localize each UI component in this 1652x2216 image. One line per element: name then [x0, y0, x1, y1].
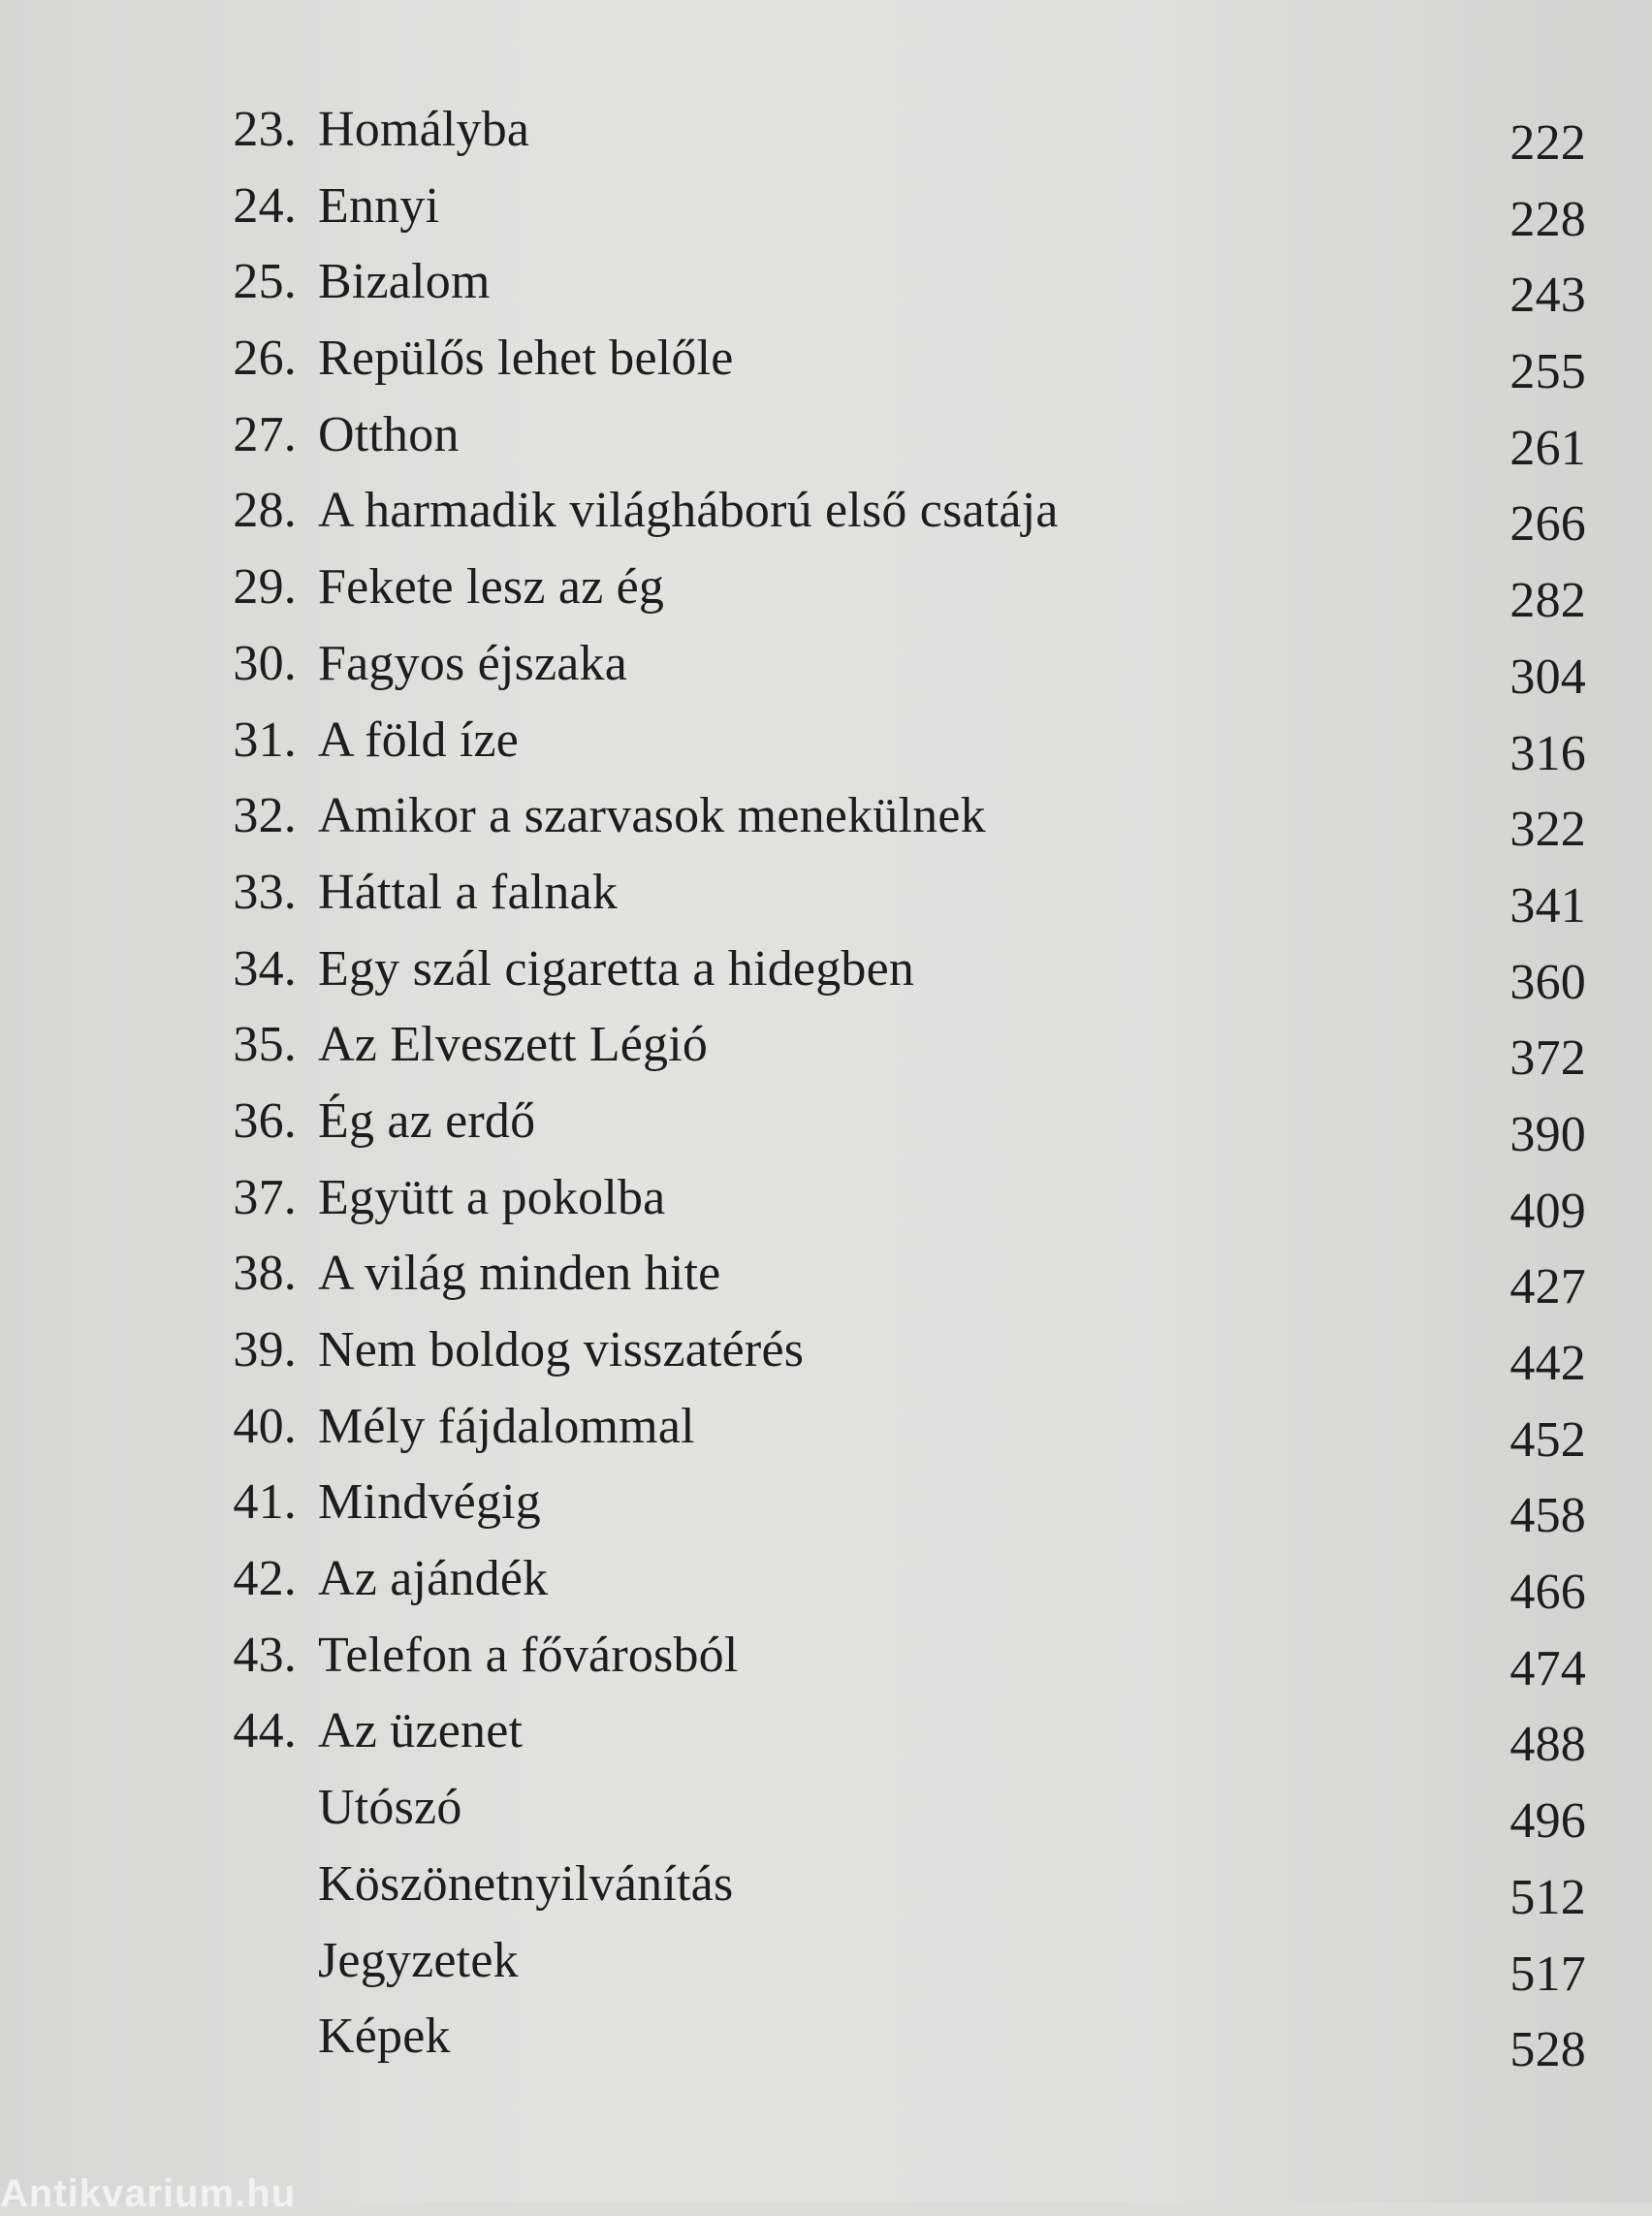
chapter-number: 28.: [233, 483, 297, 539]
page-number: 304: [1509, 649, 1586, 705]
chapter-title: Képek: [318, 2009, 451, 2065]
toc-entry: [0, 626, 1652, 703]
page-number: 427: [1509, 1259, 1586, 1315]
toc-entry: [0, 1160, 1652, 1237]
toc-entry: [0, 1389, 1652, 1466]
page-number: 255: [1509, 344, 1586, 400]
toc-entry: [0, 1465, 1652, 1544]
chapter-number: 30.: [233, 635, 297, 691]
page-number: 322: [1509, 802, 1586, 858]
chapter-number: 33.: [233, 864, 297, 920]
page-number: 266: [1509, 496, 1586, 553]
chapter-title: Háttal a falnak: [318, 864, 619, 920]
toc-entry: [0, 1236, 1652, 1313]
chapter-number: 37.: [233, 1169, 297, 1225]
chapter-title: Együtt a pokolba: [318, 1169, 666, 1225]
chapter-title: Otthon: [318, 406, 460, 462]
page-number: 474: [1509, 1640, 1586, 1696]
toc-entry: [0, 321, 1652, 400]
chapter-title: Utószó: [318, 1780, 462, 1836]
page-number: 528: [1509, 2022, 1586, 2078]
chapter-title: Az Elveszett Légió: [318, 1017, 709, 1073]
chapter-number: 39.: [233, 1322, 297, 1377]
chapter-title: Az üzenet: [318, 1703, 524, 1759]
chapter-title: Ennyi: [318, 177, 440, 234]
chapter-number: 32.: [233, 788, 297, 844]
page-number: 360: [1509, 954, 1586, 1010]
toc-entry: [0, 397, 1652, 474]
toc-entry: [0, 778, 1652, 858]
toc-entry: [0, 1007, 1652, 1087]
toc-entry: [0, 703, 1652, 779]
chapter-number: 27.: [233, 406, 297, 462]
chapter-number: 29.: [233, 559, 297, 616]
toc-entry: [0, 169, 1652, 245]
chapter-title: Fekete lesz az ég: [318, 559, 665, 616]
page-number: 458: [1509, 1488, 1586, 1544]
chapter-title: A világ minden hite: [318, 1246, 721, 1302]
chapter-title: Egy szál cigaretta a hidegben: [318, 940, 915, 997]
table-of-contents: [0, 92, 1652, 2078]
chapter-title: Jegyzetek: [318, 1932, 519, 1988]
page-number: 409: [1509, 1183, 1586, 1239]
chapter-title: Bizalom: [318, 254, 491, 310]
chapter-number: 26.: [233, 331, 297, 387]
toc-entry: [0, 1923, 1652, 2000]
page-number: 390: [1509, 1106, 1586, 1162]
chapter-title: Az ajándék: [318, 1551, 549, 1607]
chapter-number: 38.: [233, 1246, 297, 1302]
chapter-title: Fagyos éjszaka: [318, 635, 628, 691]
page-number: 261: [1509, 420, 1586, 476]
toc-entry: [0, 244, 1652, 324]
toc-entry: [0, 1618, 1652, 1694]
toc-entry: [0, 932, 1652, 1008]
chapter-number: 35.: [233, 1017, 297, 1073]
chapter-title: Nem boldog visszatérés: [318, 1322, 805, 1377]
page-number: 517: [1509, 1946, 1586, 2002]
toc-entry: [0, 1770, 1652, 1850]
page-number: 496: [1509, 1793, 1586, 1850]
chapter-number: 40.: [233, 1398, 297, 1454]
page-number: 243: [1509, 268, 1586, 324]
page-number: 466: [1509, 1565, 1586, 1621]
chapter-title: Mély fájdalommal: [318, 1398, 695, 1454]
chapter-number: 36.: [233, 1092, 297, 1149]
page-number: 222: [1509, 115, 1586, 171]
page-number: 341: [1509, 877, 1586, 934]
page-number: 512: [1509, 1869, 1586, 1925]
toc-entry: [0, 1999, 1652, 2078]
chapter-title: A harmadik világháború első csatája: [318, 483, 1059, 539]
chapter-number: 23.: [233, 102, 297, 157]
chapter-number: 25.: [233, 254, 297, 310]
chapter-number: 44.: [233, 1703, 297, 1759]
chapter-title: Telefon a fővárosból: [318, 1627, 739, 1683]
toc-entry: [0, 550, 1652, 629]
page-number: 488: [1509, 1717, 1586, 1773]
toc-entry: [0, 1084, 1652, 1160]
page-number: 452: [1509, 1411, 1586, 1468]
page-number: 442: [1509, 1336, 1586, 1391]
toc-entry: [0, 92, 1652, 169]
chapter-title: Köszönetnyilvánítás: [318, 1855, 734, 1912]
watermark: Antikvarium.hu: [0, 2172, 297, 2215]
toc-entry: [0, 473, 1652, 553]
toc-entry: [0, 855, 1652, 932]
chapter-title: Homályba: [318, 102, 530, 157]
page-number: 228: [1509, 191, 1586, 247]
toc-entry: [0, 1541, 1652, 1621]
chapter-number: 31.: [233, 712, 297, 768]
page-number: 282: [1509, 573, 1586, 629]
toc-entry: [0, 1313, 1652, 1389]
chapter-number: 34.: [233, 940, 297, 997]
chapter-number: 41.: [233, 1474, 297, 1531]
chapter-title: Repülős lehet belőle: [318, 331, 734, 387]
chapter-number: 43.: [233, 1627, 297, 1683]
chapter-title: A föld íze: [318, 712, 520, 768]
chapter-title: Amikor a szarvasok menekülnek: [318, 788, 986, 844]
chapter-number: 24.: [233, 177, 297, 234]
toc-entry: [0, 1847, 1652, 1923]
page-number: 372: [1509, 1030, 1586, 1087]
page-number: 316: [1509, 725, 1586, 781]
chapter-title: Mindvégig: [318, 1474, 542, 1531]
chapter-number: 42.: [233, 1551, 297, 1607]
toc-entry: [0, 1694, 1652, 1773]
chapter-title: Ég az erdő: [318, 1092, 536, 1149]
